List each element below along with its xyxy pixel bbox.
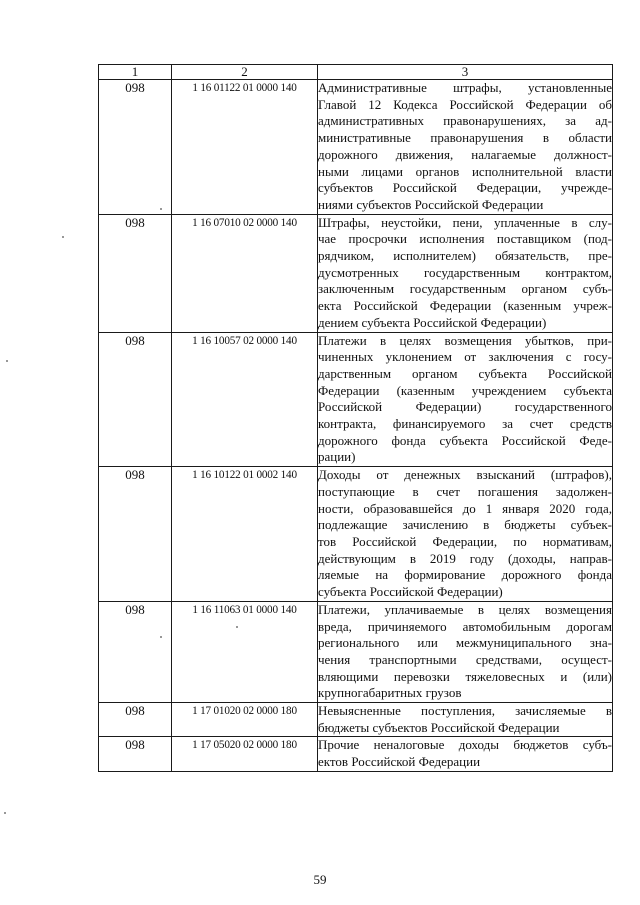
description-line: регионального или межмуниципального зна- [318, 635, 612, 651]
description-line: крупногабаритных грузов [318, 685, 462, 701]
table-row [99, 467, 613, 602]
column-header-1: 1 [99, 65, 172, 80]
description-line: дорожного фонда субъекта Российской Феде- [318, 432, 612, 448]
description-line: субъекта Российской Федерации) [318, 584, 503, 600]
scan-speck [160, 636, 162, 638]
description-line: заключенным государственным органом субъ- [318, 281, 612, 297]
budget-code-cell: 1 16 07010 02 0000 140 [172, 214, 318, 332]
description-line: рации) [318, 449, 356, 465]
description-line: дением субъекта Российской Федерации) [318, 314, 547, 330]
description-line: Штрафы, неустойки, пени, уплаченные в слу- [318, 214, 612, 230]
description-line: екта Российской Федерации (казенным учреж- [318, 298, 612, 314]
admin-code-cell: 098 [99, 703, 172, 737]
table-row [99, 332, 613, 467]
description-line: вляющими перевозки тяжеловесных и (или) [318, 668, 612, 684]
budget-code-cell: 1 16 10122 01 0002 140 [172, 467, 318, 602]
page-number: 59 [313, 872, 327, 887]
scan-speck [4, 812, 6, 814]
description-line: административных правонарушениях, за ад- [318, 113, 612, 129]
description-line: Платежи в целях возмещения убытков, при- [318, 332, 612, 348]
admin-code-cell: 098 [99, 214, 172, 332]
description-cell [318, 332, 613, 467]
description-line: дорожного движения, налагаемые должност- [318, 146, 612, 162]
description-cell [318, 80, 613, 215]
table-row [99, 214, 613, 332]
table-header-row [99, 65, 613, 80]
description-line: Платежи, уплачиваемые в целях возмещения [318, 601, 612, 617]
admin-code-cell: 098 [99, 80, 172, 215]
description-cell [318, 467, 613, 602]
table-row [99, 80, 613, 215]
table-row [99, 737, 613, 771]
description-line: чения транспортными средствами, осущест- [318, 651, 612, 667]
description-cell [318, 737, 613, 771]
description-line: дарственным органом субъекта Российской [318, 365, 612, 381]
description-line: подлежащие зачислению в бюджеты субъек- [318, 517, 612, 533]
description-line: вреда, причиняемого автомобильным дорогам [318, 618, 612, 634]
admin-code-cell: 098 [99, 737, 172, 771]
table-row [99, 601, 613, 702]
description-line: субъектов Российской Федерации, учрежде- [318, 180, 612, 196]
column-header-3: 3 [318, 65, 613, 80]
description-cell [318, 601, 613, 702]
description-cell [318, 703, 613, 737]
budget-code-cell: 1 16 01122 01 0000 140 [172, 80, 318, 215]
description-line: ектов Российской Федерации [318, 754, 481, 770]
description-line: министративные правонарушения в области [318, 130, 612, 146]
column-header-2: 2 [172, 65, 318, 80]
description-line: дусмотренных государственным контрактом, [318, 264, 612, 280]
scan-speck [62, 236, 64, 238]
budget-code-cell: 1 16 11063 01 0000 140 [172, 601, 318, 702]
scan-speck [160, 208, 162, 210]
description-line: Федерации (казенным учреждением субъекта [318, 382, 612, 398]
description-line: Доходы от денежных взысканий (штрафов), [318, 467, 612, 483]
description-line: чае просрочки исполнения поставщиком (под- [318, 231, 612, 247]
description-line: действующим в 2019 году (доходы, направ- [318, 550, 612, 566]
scan-speck [6, 360, 8, 362]
description-line: тов Российской Федерации, по нормативам, [318, 533, 612, 549]
description-line: Прочие неналоговые доходы бюджетов субъ- [318, 737, 612, 753]
budget-code-cell: 1 16 10057 02 0000 140 [172, 332, 318, 467]
description-line: рядчиком, исполнителем) обязательств, пре- [318, 248, 612, 264]
description-line: бюджеты субъектов Российской Федерации [318, 719, 560, 735]
description-cell [318, 214, 613, 332]
description-line: Невыясненные поступления, зачисляемые в [318, 703, 612, 719]
description-line: ляемые на формирование дорожного фонда [318, 567, 612, 583]
description-line: поступающие в счет погашения задолжен- [318, 483, 612, 499]
description-line: чиненных уклонением от заключения с госу- [318, 349, 612, 365]
description-line: Главой 12 Кодекса Российской Федерации об [318, 96, 612, 112]
table-row [99, 703, 613, 737]
description-line: Административные штрафы, установленные [318, 80, 612, 95]
budget-codes-table [98, 64, 613, 772]
budget-code-cell: 1 17 01020 02 0000 180 [172, 703, 318, 737]
description-line: ниями субъектов Российской Федерации [318, 196, 544, 212]
admin-code-cell: 098 [99, 332, 172, 467]
budget-code-cell: 1 17 05020 02 0000 180 [172, 737, 318, 771]
description-line: ности, образовавшейся до 1 января 2020 года, [318, 500, 612, 516]
description-line: контракта, финансируемого за счет средств [318, 416, 612, 432]
description-line: Российской Федерации) государственного [318, 399, 612, 415]
admin-code-cell: 098 [99, 467, 172, 602]
scan-speck [236, 626, 238, 628]
admin-code-cell: 098 [99, 601, 172, 702]
description-line: ными лицами органов исполнительной власти [318, 163, 612, 179]
